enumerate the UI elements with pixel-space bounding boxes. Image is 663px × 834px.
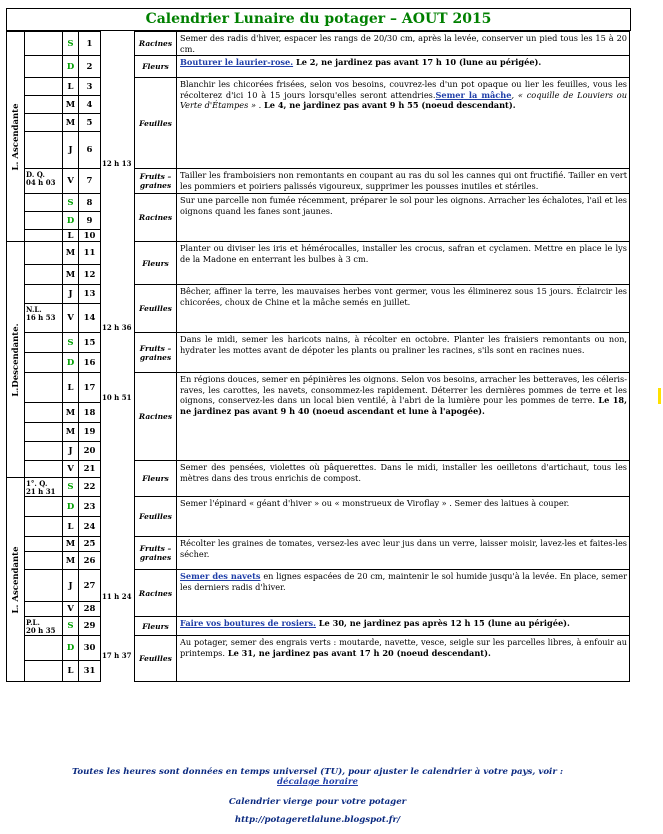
transition-time-cell bbox=[101, 403, 135, 423]
day-number: 18 bbox=[79, 403, 101, 423]
transition-time-cell bbox=[101, 442, 135, 461]
category-label: Feuilles bbox=[139, 304, 172, 314]
category-cell bbox=[135, 373, 177, 461]
day-number: 5 bbox=[79, 114, 101, 132]
day-number: 25 bbox=[79, 537, 101, 552]
weekday-letter: M bbox=[63, 403, 79, 423]
transition-time-cell bbox=[101, 497, 135, 517]
advice-fragment: Récolter les graines de tomates, versez-les avec leur jus dans un verre, laisser moisir, lavez-les et faites-les sécher. bbox=[180, 538, 627, 559]
category-label: Fruits – graines bbox=[139, 343, 172, 362]
day-number: 10 bbox=[79, 230, 101, 242]
advice-link[interactable]: Semer des navets bbox=[180, 571, 261, 582]
day-number: 22 bbox=[79, 478, 101, 497]
weekday-letter: D bbox=[63, 497, 79, 517]
weekday-letter: J bbox=[63, 442, 79, 461]
category-label: Fleurs bbox=[142, 258, 169, 268]
moon-phase-label: L. Ascendante bbox=[10, 546, 21, 614]
moon-event-cell bbox=[25, 114, 63, 132]
moon-event-cell bbox=[25, 230, 63, 242]
transition-time-cell bbox=[101, 242, 135, 265]
transition-time-cell bbox=[101, 304, 135, 333]
advice-fragment: Semer l'épinard « géant d'hiver » ou « monstrueux de Viroflay » . Semer des laitues à couper. bbox=[180, 498, 570, 509]
weekday-letter: L bbox=[63, 517, 79, 537]
day-row bbox=[7, 333, 630, 353]
advice-text bbox=[177, 169, 630, 194]
day-number: 9 bbox=[79, 212, 101, 230]
moon-phase-cell bbox=[7, 32, 25, 242]
day-row bbox=[7, 285, 630, 304]
day-number: 17 bbox=[79, 373, 101, 403]
category-label: Fleurs bbox=[142, 621, 169, 631]
moon-phase-label: L.Descendante. bbox=[10, 323, 21, 397]
day-row bbox=[7, 636, 630, 661]
day-row bbox=[7, 78, 630, 96]
weekday-letter: M bbox=[63, 242, 79, 265]
weekday-letter: L bbox=[63, 661, 79, 682]
advice-text bbox=[177, 333, 630, 373]
weekday-letter: M bbox=[63, 265, 79, 285]
day-row bbox=[7, 56, 630, 78]
transition-time: 17 h 37 bbox=[102, 650, 132, 660]
advice-fragment: Le 31, ne jardinez pas avant 17 h 20 (noeud descendant). bbox=[225, 647, 491, 658]
transition-time-cell bbox=[101, 602, 135, 617]
day-row bbox=[7, 497, 630, 517]
moon-event-cell bbox=[25, 212, 63, 230]
advice-text bbox=[177, 461, 630, 497]
advice-fragment: Dans le midi, semer les haricots nains, à récolter en octobre. Planter les fraisiers remontants ou non, hydrater les mottes avant de dépoter les plants ou praliner les racines, s'ils sont en racines nues. bbox=[180, 334, 627, 355]
moon-event-cell bbox=[25, 353, 63, 373]
moon-event-name: D. Q. bbox=[26, 170, 45, 180]
transition-time-cell bbox=[101, 423, 135, 442]
moon-event-cell bbox=[25, 497, 63, 517]
moon-phase-cell bbox=[7, 478, 25, 682]
transition-time-cell bbox=[101, 132, 135, 169]
advice-fragment: Semer des pensées, violettes où pâquerettes. Dans le midi, installer les oeilletons d'artichaut, tous les mètres dans des trous enrichis de compost. bbox=[180, 462, 627, 483]
transition-time-cell bbox=[101, 570, 135, 602]
moon-phase-label: L. Ascendante bbox=[10, 103, 21, 171]
advice-fragment: en lignes espacées de 20 cm, maintenir le sol humide jusqu'à la levée. En place, semer les derniers radis d'hiver. bbox=[180, 571, 627, 592]
moon-event-cell bbox=[25, 478, 63, 497]
advice-text bbox=[177, 617, 630, 636]
transition-time-cell bbox=[101, 96, 135, 114]
moon-event-cell bbox=[25, 242, 63, 265]
category-cell bbox=[135, 242, 177, 285]
weekday-letter: D bbox=[63, 212, 79, 230]
weekday-letter: D bbox=[63, 353, 79, 373]
moon-event-time: 16 h 53 bbox=[26, 313, 56, 323]
moon-event-cell bbox=[25, 132, 63, 169]
advice-fragment: Semer des radis d'hiver, espacer les rangs de 20/30 cm, après la levée, conserver un pied tous les 15 à 20 cm. bbox=[180, 33, 627, 54]
day-number: 11 bbox=[79, 242, 101, 265]
weekday-letter: D bbox=[63, 636, 79, 661]
day-number: 3 bbox=[79, 78, 101, 96]
day-number: 2 bbox=[79, 56, 101, 78]
advice-fragment: Le 2, ne jardinez pas avant 17 h 10 (lune au périgée). bbox=[293, 57, 542, 68]
transition-time-cell bbox=[101, 194, 135, 212]
category-label: Racines bbox=[138, 588, 173, 598]
day-row bbox=[7, 194, 630, 212]
day-row bbox=[7, 537, 630, 552]
advice-link[interactable]: Faire vos boutures de rosiers. bbox=[180, 618, 316, 629]
transition-time: 11 h 24 bbox=[102, 591, 132, 601]
moon-event-cell bbox=[25, 96, 63, 114]
day-number: 6 bbox=[79, 132, 101, 169]
moon-event-time: 20 h 35 bbox=[26, 626, 56, 636]
advice-fragment: Blanchir les chicorées frisées, selon vos besoins, couvrez-les d'un pot opaque ou lier les feuilles, vous les récolterez d'ici 10 à 15 jours lorsqu'elles seront attendries. bbox=[180, 79, 627, 100]
transition-time-cell bbox=[101, 56, 135, 78]
moon-event-cell bbox=[25, 285, 63, 304]
moon-event-cell bbox=[25, 570, 63, 602]
time-offset-link[interactable]: décalage horaire bbox=[277, 777, 358, 787]
category-cell bbox=[135, 333, 177, 373]
category-label: Racines bbox=[138, 412, 173, 422]
transition-time-cell bbox=[101, 617, 135, 636]
advice-text bbox=[177, 636, 630, 682]
weekday-letter: V bbox=[63, 602, 79, 617]
transition-time-cell bbox=[101, 353, 135, 373]
moon-event-cell bbox=[25, 32, 63, 56]
transition-time-cell bbox=[101, 285, 135, 304]
moon-event-cell bbox=[25, 78, 63, 96]
category-label: Racines bbox=[138, 213, 173, 223]
weekday-letter: V bbox=[63, 461, 79, 478]
transition-time: 12 h 36 bbox=[102, 322, 132, 332]
transition-time: 10 h 51 bbox=[102, 392, 132, 402]
day-number: 31 bbox=[79, 661, 101, 682]
weekday-letter: J bbox=[63, 570, 79, 602]
footer-line-1: Toutes les heures sont données en temps universel (TU), pour ajuster le calendrier à votre pays, voir : bbox=[71, 767, 564, 777]
category-cell bbox=[135, 32, 177, 56]
weekday-letter: M bbox=[63, 423, 79, 442]
transition-time-cell bbox=[101, 32, 135, 56]
category-cell bbox=[135, 461, 177, 497]
category-label: Racines bbox=[138, 39, 173, 49]
moon-event-name: P.L. bbox=[26, 618, 40, 628]
advice-text bbox=[177, 78, 630, 169]
moon-event-cell bbox=[25, 265, 63, 285]
moon-event-cell bbox=[25, 333, 63, 353]
transition-time-cell bbox=[101, 552, 135, 570]
day-number: 15 bbox=[79, 333, 101, 353]
weekday-letter: J bbox=[63, 285, 79, 304]
weekday-letter: S bbox=[63, 32, 79, 56]
transition-time-cell bbox=[101, 661, 135, 682]
advice-fragment: Le 4, ne jardinez pas avant 9 h 55 (noeud descendant). bbox=[261, 100, 516, 111]
weekday-letter: M bbox=[63, 114, 79, 132]
advice-text bbox=[177, 32, 630, 56]
day-number: 1 bbox=[79, 32, 101, 56]
day-row bbox=[7, 242, 630, 265]
advice-text bbox=[177, 537, 630, 570]
day-number: 23 bbox=[79, 497, 101, 517]
transition-time-cell bbox=[101, 373, 135, 403]
transition-time-cell bbox=[101, 78, 135, 96]
transition-time-cell bbox=[101, 537, 135, 552]
category-cell bbox=[135, 169, 177, 194]
day-number: 19 bbox=[79, 423, 101, 442]
transition-time-cell bbox=[101, 230, 135, 242]
moon-phase-cell bbox=[7, 242, 25, 478]
category-cell bbox=[135, 636, 177, 682]
moon-event-cell bbox=[25, 602, 63, 617]
moon-event-cell bbox=[25, 373, 63, 403]
advice-fragment: Planter ou diviser les iris et hémérocalles, installer les crocus, safran et cyclamen. Mettre en place le lys de la Madone en enterrant les bulbes à 3 cm. bbox=[180, 243, 627, 264]
category-label: Feuilles bbox=[139, 118, 172, 128]
weekday-letter: V bbox=[63, 304, 79, 333]
category-cell bbox=[135, 570, 177, 617]
day-row bbox=[7, 570, 630, 602]
advice-fragment: Le 18, ne jardinez pas avant 9 h 40 (noeud ascendant et lune à l'apogée). bbox=[180, 395, 627, 416]
moon-event-cell bbox=[25, 194, 63, 212]
advice-text bbox=[177, 373, 630, 461]
day-number: 8 bbox=[79, 194, 101, 212]
weekday-letter: M bbox=[63, 537, 79, 552]
moon-event-cell bbox=[25, 636, 63, 661]
category-cell bbox=[135, 497, 177, 537]
moon-event-cell bbox=[25, 442, 63, 461]
day-number: 16 bbox=[79, 353, 101, 373]
category-cell bbox=[135, 78, 177, 169]
weekday-letter: V bbox=[63, 169, 79, 194]
advice-fragment: En régions douces, semer en pépinières les oignons. Selon vos besoins, arracher les betteraves, les céleris-raves, les carottes, les navets, consommez-les rapidement. Déterrer les dernières pommes de terre et les oignons, conservez-les dans un local bien ventilé, à l'abri de la lumière pour les pommes de terre. bbox=[180, 374, 627, 406]
category-cell bbox=[135, 537, 177, 570]
transition-time-cell bbox=[101, 169, 135, 194]
weekday-letter: L bbox=[63, 78, 79, 96]
moon-event-cell bbox=[25, 304, 63, 333]
category-cell bbox=[135, 194, 177, 242]
day-number: 29 bbox=[79, 617, 101, 636]
weekday-letter: M bbox=[63, 552, 79, 570]
transition-time-cell bbox=[101, 212, 135, 230]
moon-event-cell bbox=[25, 552, 63, 570]
category-cell bbox=[135, 56, 177, 78]
moon-event-name: N.L. bbox=[26, 305, 42, 315]
weekday-letter: J bbox=[63, 132, 79, 169]
day-number: 28 bbox=[79, 602, 101, 617]
moon-event-cell bbox=[25, 423, 63, 442]
side-marker bbox=[658, 388, 661, 404]
moon-event-cell bbox=[25, 169, 63, 194]
day-row bbox=[7, 461, 630, 478]
moon-event-cell bbox=[25, 537, 63, 552]
weekday-letter: L bbox=[63, 230, 79, 242]
advice-fragment: Tailler les framboisiers non remontants en coupant au ras du sol les cannes qui ont fructifié. Tailler en vert les pommiers et poiriers palissés vigoureux, supprimer les pousses inutiles et stériles. bbox=[180, 170, 627, 191]
category-label: Fruits – graines bbox=[139, 544, 172, 563]
advice-fragment: Bêcher, affiner la terre, les mauvaises herbes vont germer, vous les éliminerez sous 15 jours. Éclaircir les chicorées, choux de Chine et la mâche semés en juillet. bbox=[180, 286, 627, 307]
day-number: 7 bbox=[79, 169, 101, 194]
moon-event-time: 21 h 31 bbox=[26, 487, 56, 497]
transition-time-cell bbox=[101, 478, 135, 497]
advice-fragment: , « coquille de Louviers ou Verte d'Étampes » . bbox=[180, 89, 627, 111]
page-title: Calendrier Lunaire du potager – AOUT 2015 bbox=[6, 8, 631, 31]
category-cell bbox=[135, 285, 177, 333]
day-number: 12 bbox=[79, 265, 101, 285]
footer-note bbox=[6, 767, 629, 787]
advice-link[interactable]: Semer la mâche bbox=[435, 89, 512, 100]
advice-fragment: Sur une parcelle non fumée récemment, préparer le sol pour les oignons. Arracher les échalotes, l'ail et les oignons quand les fanes sont jaunes. bbox=[180, 195, 627, 216]
advice-text bbox=[177, 194, 630, 242]
category-cell bbox=[135, 617, 177, 636]
advice-text bbox=[177, 285, 630, 333]
advice-fragment: Le 30, ne jardinez pas après 12 h 15 (lune au périgée). bbox=[315, 618, 570, 629]
advice-fragment: Au potager, semer des engrais verts : moutarde, navette, vesce, seigle sur les parcelles libres, à enfouir au printemps. bbox=[180, 637, 627, 658]
day-row bbox=[7, 373, 630, 403]
weekday-letter: L bbox=[63, 373, 79, 403]
day-row bbox=[7, 617, 630, 636]
category-label: Fruits – graines bbox=[139, 172, 172, 191]
moon-event-time: 04 h 03 bbox=[26, 178, 56, 188]
day-number: 24 bbox=[79, 517, 101, 537]
day-row bbox=[7, 169, 630, 194]
day-number: 21 bbox=[79, 461, 101, 478]
day-number: 4 bbox=[79, 96, 101, 114]
transition-time-cell bbox=[101, 461, 135, 478]
transition-time-cell bbox=[101, 114, 135, 132]
day-number: 14 bbox=[79, 304, 101, 333]
advice-text bbox=[177, 242, 630, 285]
weekday-letter: M bbox=[63, 96, 79, 114]
calendar-table bbox=[6, 31, 630, 682]
blank-calendar-link[interactable]: Calendrier vierge pour votre potager bbox=[228, 797, 407, 807]
advice-text bbox=[177, 56, 630, 78]
blog-url-link[interactable]: http://potageretlalune.blogspot.fr/ bbox=[234, 815, 401, 825]
weekday-letter: S bbox=[63, 194, 79, 212]
advice-text bbox=[177, 497, 630, 537]
transition-time-cell bbox=[101, 333, 135, 353]
category-label: Feuilles bbox=[139, 654, 172, 664]
moon-event-cell bbox=[25, 56, 63, 78]
category-label: Fleurs bbox=[142, 62, 169, 72]
advice-link[interactable]: Bouturer le laurier-rose. bbox=[180, 57, 294, 68]
day-number: 30 bbox=[79, 636, 101, 661]
weekday-letter: S bbox=[63, 333, 79, 353]
transition-time-cell bbox=[101, 517, 135, 537]
weekday-letter: S bbox=[63, 617, 79, 636]
transition-time: 12 h 13 bbox=[102, 158, 132, 168]
moon-event-cell bbox=[25, 661, 63, 682]
category-label: Feuilles bbox=[139, 512, 172, 522]
moon-event-cell bbox=[25, 517, 63, 537]
category-label: Fleurs bbox=[142, 474, 169, 484]
transition-time-cell bbox=[101, 636, 135, 661]
day-row bbox=[7, 32, 630, 56]
advice-text bbox=[177, 570, 630, 617]
moon-event-cell bbox=[25, 403, 63, 423]
weekday-letter: S bbox=[63, 478, 79, 497]
transition-time-cell bbox=[101, 265, 135, 285]
moon-event-cell bbox=[25, 461, 63, 478]
day-number: 13 bbox=[79, 285, 101, 304]
day-number: 20 bbox=[79, 442, 101, 461]
weekday-letter: D bbox=[63, 56, 79, 78]
moon-event-cell bbox=[25, 617, 63, 636]
moon-event-name: 1°. Q. bbox=[26, 479, 48, 489]
day-number: 26 bbox=[79, 552, 101, 570]
day-number: 27 bbox=[79, 570, 101, 602]
